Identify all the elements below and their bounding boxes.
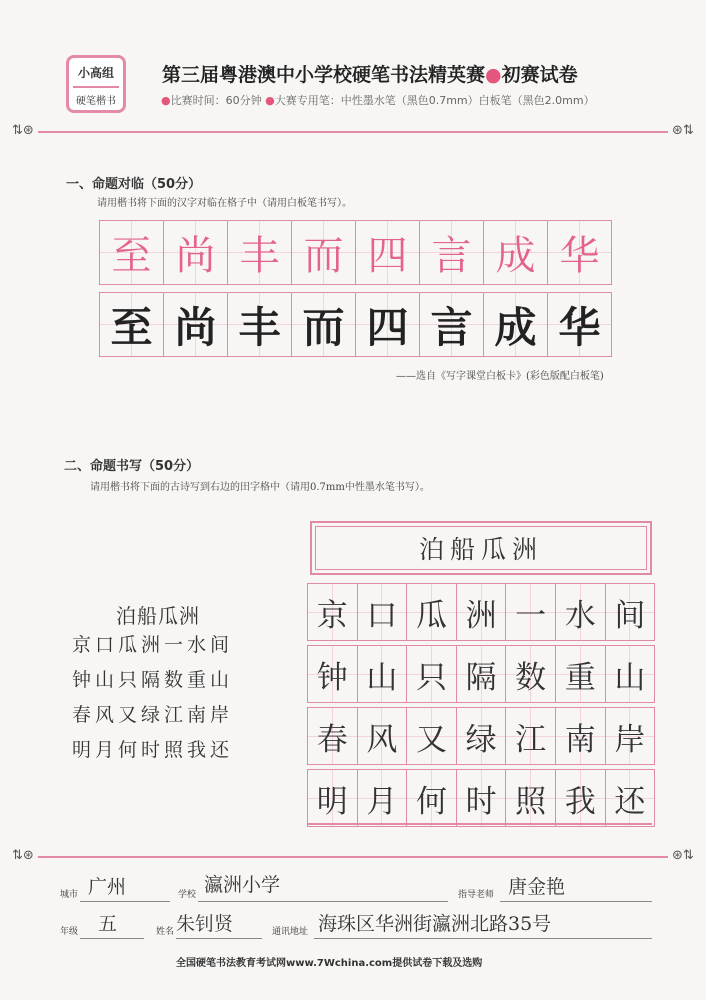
written-cell bbox=[164, 293, 228, 356]
bullet-icon: ● bbox=[161, 94, 171, 107]
answer-cell bbox=[308, 584, 358, 640]
answer-char: 重 bbox=[564, 659, 596, 696]
answer-char: 瓜 bbox=[415, 597, 447, 634]
teacher-value: 唐金艳 bbox=[508, 876, 566, 898]
answer-cell bbox=[556, 584, 606, 640]
model-cell bbox=[484, 221, 548, 284]
answer-cell bbox=[407, 646, 457, 702]
badge-style-label: 硬笔楷书 bbox=[76, 96, 116, 107]
answer-char: 山 bbox=[614, 659, 646, 696]
answer-char: 又 bbox=[415, 721, 447, 758]
footer-note: 全国硬笔书法教育考试网www.7Wchina.com提供试卷下载及选购 bbox=[176, 958, 483, 969]
answer-cell bbox=[308, 646, 358, 702]
answer-row bbox=[307, 707, 655, 765]
answer-cell bbox=[606, 708, 656, 764]
school-value: 瀛洲小学 bbox=[204, 874, 281, 896]
poem-line: 钟山只隔数重山 bbox=[72, 669, 234, 691]
model-char-row bbox=[99, 220, 612, 285]
model-cell bbox=[420, 221, 484, 284]
ornament-right-icon: ⊛⇅ bbox=[672, 123, 694, 138]
answer-char: 一 bbox=[515, 597, 547, 634]
answer-row bbox=[307, 645, 655, 703]
answer-cell bbox=[358, 708, 408, 764]
answer-cell bbox=[308, 770, 358, 826]
answer-char: 京 bbox=[316, 597, 348, 634]
model-char: 四 bbox=[367, 233, 408, 279]
answer-row bbox=[307, 584, 655, 641]
name-value: 朱钊贤 bbox=[176, 913, 234, 935]
answer-char: 水 bbox=[564, 597, 596, 634]
grade-value: 五 bbox=[98, 913, 118, 935]
model-char: 而 bbox=[303, 233, 344, 279]
answer-char: 隔 bbox=[465, 659, 497, 696]
answer-char: 江 bbox=[515, 721, 547, 758]
group-badge bbox=[66, 55, 126, 113]
model-cell bbox=[356, 221, 420, 284]
answer-title-box bbox=[310, 521, 652, 575]
address-underline bbox=[314, 938, 652, 939]
answer-char: 何 bbox=[415, 783, 447, 820]
answer-cell bbox=[457, 708, 507, 764]
name-underline bbox=[176, 938, 262, 939]
name-label: 姓名 bbox=[156, 927, 175, 937]
answer-cell bbox=[407, 770, 457, 826]
header-divider bbox=[38, 131, 668, 133]
ornament-left-icon: ⇅⊛ bbox=[12, 123, 34, 138]
title-suffix: 初赛试卷 bbox=[501, 64, 578, 86]
answer-bottom-divider bbox=[308, 823, 652, 825]
model-char: 华 bbox=[559, 233, 600, 279]
answer-char: 我 bbox=[564, 783, 596, 820]
city-value: 广州 bbox=[88, 876, 127, 898]
written-cell bbox=[292, 293, 356, 356]
answer-cell bbox=[457, 646, 507, 702]
answer-char: 口 bbox=[366, 597, 398, 634]
teacher-underline bbox=[500, 901, 652, 902]
answer-char: 明 bbox=[316, 783, 348, 820]
answer-char: 还 bbox=[614, 783, 646, 820]
model-char: 尚 bbox=[175, 233, 216, 279]
model-cell bbox=[292, 221, 356, 284]
answer-char: 风 bbox=[366, 721, 398, 758]
answer-cell bbox=[606, 584, 656, 640]
exam-time: 比赛时间：60分钟 bbox=[170, 94, 262, 107]
answer-cell bbox=[457, 770, 507, 826]
written-cell bbox=[100, 293, 164, 356]
answer-char: 洲 bbox=[465, 597, 497, 634]
answer-grid bbox=[307, 583, 655, 831]
answer-cell bbox=[506, 770, 556, 826]
answer-cell bbox=[407, 708, 457, 764]
model-char: 至 bbox=[111, 233, 152, 279]
answer-cell bbox=[506, 584, 556, 640]
footer-divider bbox=[38, 856, 668, 858]
answer-char: 岸 bbox=[614, 721, 646, 758]
model-cell bbox=[548, 221, 612, 284]
badge-separator bbox=[73, 86, 119, 88]
section1-title: 一、命题对临（50分） bbox=[66, 177, 202, 192]
model-cell bbox=[164, 221, 228, 284]
poem-title: 泊船瓜洲 bbox=[116, 604, 200, 628]
poem-line: 京口瓜洲一水间 bbox=[72, 634, 234, 656]
answer-cell bbox=[606, 646, 656, 702]
model-cell bbox=[100, 221, 164, 284]
answer-title: 泊船瓜洲 bbox=[418, 535, 543, 564]
written-cell bbox=[548, 293, 612, 356]
answer-cell bbox=[358, 584, 408, 640]
page-title bbox=[162, 60, 578, 87]
grade-underline bbox=[80, 938, 144, 939]
grade-label: 年级 bbox=[60, 927, 79, 937]
answer-cell bbox=[506, 708, 556, 764]
address-value: 海珠区华洲街瀛洲北路35号 bbox=[318, 913, 552, 935]
model-char: 成 bbox=[495, 233, 536, 279]
written-char: 四 bbox=[366, 302, 409, 352]
teacher-label: 指导老师 bbox=[458, 890, 495, 900]
written-char: 而 bbox=[302, 302, 345, 352]
city-underline bbox=[80, 901, 170, 902]
answer-cell bbox=[358, 646, 408, 702]
written-char: 尚 bbox=[174, 302, 217, 352]
answer-char: 数 bbox=[515, 659, 547, 696]
badge-group-label: 小高组 bbox=[77, 66, 114, 80]
written-char: 华 bbox=[558, 302, 601, 352]
answer-cell bbox=[556, 770, 606, 826]
answer-char: 绿 bbox=[465, 721, 497, 758]
answer-char: 间 bbox=[614, 597, 646, 634]
school-underline bbox=[198, 901, 448, 902]
answer-cell bbox=[407, 584, 457, 640]
written-cell bbox=[484, 293, 548, 356]
answer-char: 照 bbox=[515, 783, 547, 820]
written-cell bbox=[420, 293, 484, 356]
school-label: 学校 bbox=[178, 890, 197, 900]
title-dot: ● bbox=[485, 64, 502, 86]
answer-char: 只 bbox=[415, 659, 447, 696]
answer-char: 月 bbox=[366, 783, 398, 820]
answer-cell bbox=[308, 708, 358, 764]
answer-char: 山 bbox=[366, 659, 398, 696]
answer-cell bbox=[358, 770, 408, 826]
written-char: 成 bbox=[494, 302, 537, 352]
answer-cell bbox=[556, 646, 606, 702]
answer-char: 时 bbox=[465, 783, 497, 820]
section2-instruction: 请用楷书将下面的古诗写到右边的田字格中（请用0.7mm中性墨水笔书写）。 bbox=[90, 482, 430, 493]
written-char: 言 bbox=[430, 302, 473, 352]
city-label: 城市 bbox=[60, 890, 79, 900]
bullet-icon: ● bbox=[265, 94, 275, 107]
answer-char: 春 bbox=[316, 721, 348, 758]
address-label: 通讯地址 bbox=[272, 927, 309, 937]
answer-cell bbox=[457, 584, 507, 640]
written-cell bbox=[228, 293, 292, 356]
answer-cell bbox=[606, 770, 656, 826]
model-char: 丰 bbox=[239, 233, 280, 279]
written-char: 丰 bbox=[238, 302, 281, 352]
written-char: 至 bbox=[110, 302, 153, 352]
exam-pen: 大赛专用笔：中性墨水笔（黑色0.7mm）白板笔（黑色2.0mm） bbox=[274, 94, 595, 107]
written-char-row bbox=[99, 292, 612, 357]
model-char: 言 bbox=[431, 233, 472, 279]
ornament-right-icon: ⊛⇅ bbox=[672, 848, 694, 863]
section1-instruction: 请用楷书将下面的汉字对临在格子中（请用白板笔书写）。 bbox=[97, 198, 352, 209]
written-cell bbox=[356, 293, 420, 356]
ornament-left-icon: ⇅⊛ bbox=[12, 848, 34, 863]
model-cell bbox=[228, 221, 292, 284]
poem-line: 明月何时照我还 bbox=[72, 739, 234, 761]
answer-char: 钟 bbox=[316, 659, 348, 696]
answer-cell bbox=[506, 646, 556, 702]
answer-row bbox=[307, 769, 655, 827]
answer-char: 南 bbox=[564, 721, 596, 758]
title-main: 第三届粤港澳中小学校硬笔书法精英赛 bbox=[162, 64, 486, 86]
answer-cell bbox=[556, 708, 606, 764]
section2-title: 二、命题书写（50分） bbox=[64, 459, 200, 474]
source-note: ——选自《写字课堂白板卡》(彩色版配白板笔) bbox=[396, 371, 604, 382]
exam-info-line bbox=[161, 92, 595, 108]
poem-line: 春风又绿江南岸 bbox=[72, 704, 234, 726]
